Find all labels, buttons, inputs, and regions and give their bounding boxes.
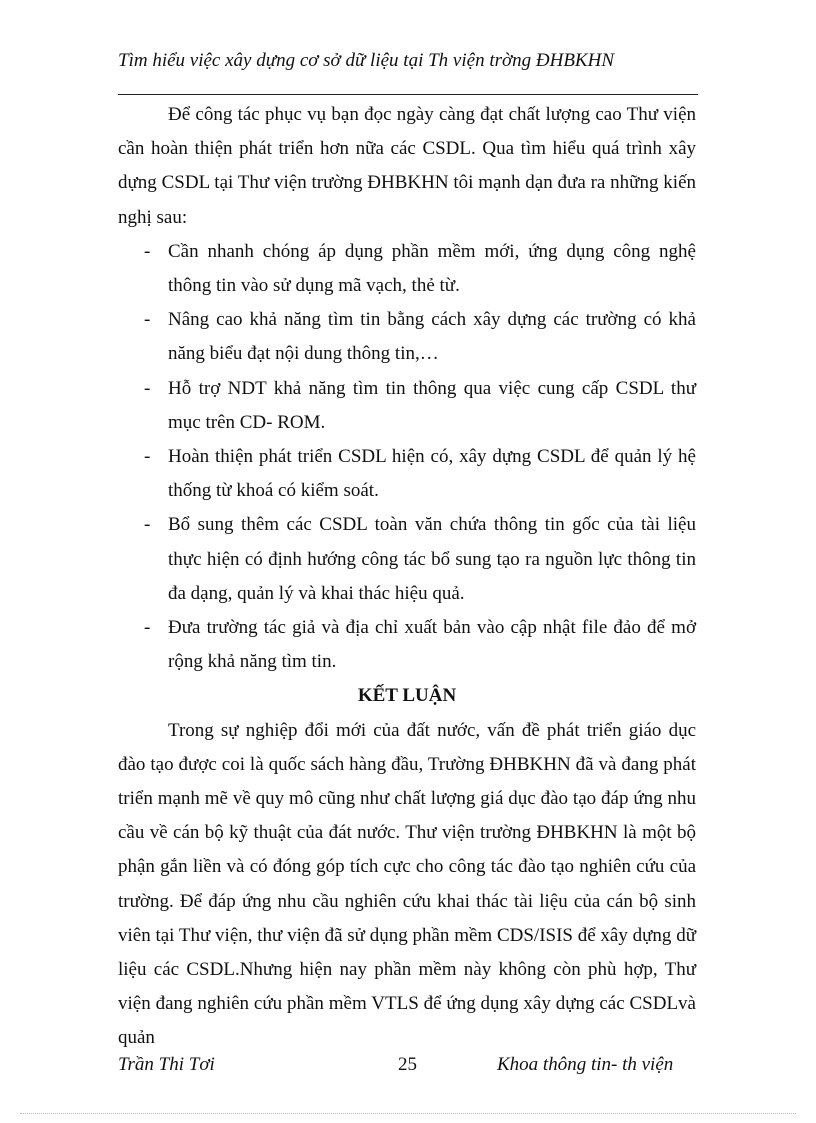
footer-department: Khoa thông tin- th viện — [497, 1054, 674, 1075]
header-divider — [118, 94, 698, 95]
list-item — [118, 440, 696, 508]
bullet-marker: - — [144, 446, 151, 468]
list-item — [118, 611, 696, 679]
bullet-marker: - — [144, 514, 151, 536]
page-number: 25 — [398, 1054, 417, 1075]
recommendation-list — [118, 235, 696, 680]
list-item — [118, 235, 696, 303]
running-header: Tìm hiểu việc xây dựng cơ sở dữ liệu tại Th viện trờng ĐHBKHN — [118, 50, 614, 71]
list-item — [118, 372, 696, 440]
list-item-text: Nâng cao khả năng tìm tin bằng cách xây dựng các trường có khả năng biểu đạt nội dung thông tin,… — [168, 309, 696, 365]
conclusion-paragraph: Trong sự nghiệp đổi mới của đất nước, vấn đề phát triển giáo dục đào tạo được coi là quốc sách hàng đầu, Trường ĐHBKHN đã và đang phát triển mạnh mẽ về quy mô cũng như chất lượng giá dục đào tạo đáp ứng nhu cầu về cán bộ kỹ thuật của đát nước. Thư viện trường ĐHBKHN là một bộ phận gắn liền và có đóng góp tích cực cho công tác đào tạo nghiên cứu của trường. Để đáp ứng nhu cầu nghiên cứu khai thác tài liệu của cán bộ sinh viên tại Thư viện, thư viện đã sử dụng phần mềm CDS/ISIS để xây dựng dữ liệu các CSDL.Nhưng hiện nay phần mềm này không còn phù hợp, Thư viện đang nghiên cứu phần mềm VTLS để ứng dụng xây dựng các CSDLvà quản — [118, 719, 696, 1049]
document-body — [118, 98, 696, 1056]
bullet-marker: - — [144, 240, 151, 262]
list-item — [118, 508, 696, 611]
list-item-text: Hoàn thiện phát triển CSDL hiện có, xây dựng CSDL để quản lý hệ thống từ khoá có kiểm soát. — [168, 446, 696, 502]
list-item-text: Cần nhanh chóng áp dụng phần mềm mới, ứng dụng công nghệ thông tin vào sử dụng mã vạch, thẻ từ. — [168, 240, 696, 297]
list-item-text: Hỗ trợ NDT khả năng tìm tin thông qua việc cung cấp CSDL thư mục trên CD- ROM. — [168, 377, 696, 433]
footer-author: Trần Thi Tơi — [118, 1054, 215, 1075]
bullet-marker: - — [144, 309, 151, 331]
page-bottom-divider — [20, 1113, 796, 1114]
intro-paragraph: Để công tác phục vụ bạn đọc ngày càng đạt chất lượng cao Thư viện cần hoàn thiện phát triển hơn nữa các CSDL. Qua tìm hiểu quá trình xây dựng CSDL tại Thư viện trường ĐHBKHN tôi mạnh dạn đưa ra những kiến nghị sau: — [118, 104, 696, 228]
list-item-text: Bổ sung thêm các CSDL toàn văn chứa thông tin gốc của tài liệu thực hiện có định hướng công tác bổ sung tạo ra nguồn lực thông tin đa dạng, quản lý và khai thác hiệu quả. — [168, 514, 696, 604]
bullet-marker: - — [144, 377, 151, 399]
bullet-marker: - — [144, 617, 151, 639]
list-item-text: Đưa trường tác giả và địa chỉ xuất bản vào cập nhật file đảo để mở rộng khả năng tìm tin. — [168, 617, 696, 673]
list-item — [118, 303, 696, 371]
conclusion-heading: KẾT LUẬN — [357, 685, 457, 707]
